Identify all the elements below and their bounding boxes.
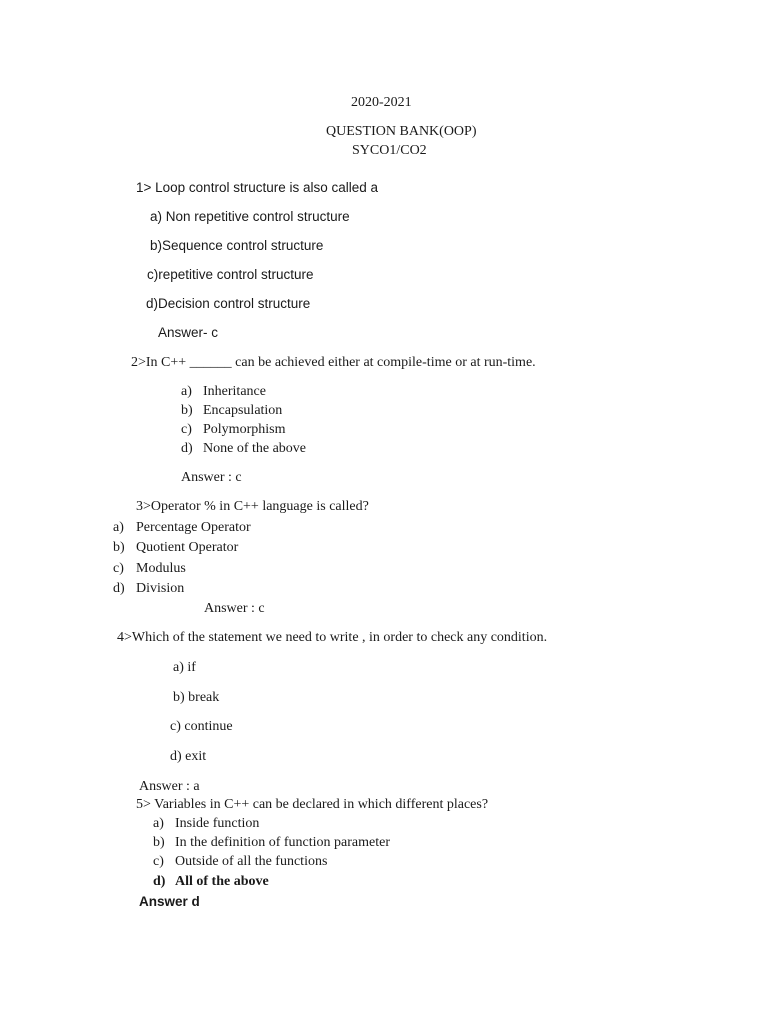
question-2-option-c: Polymorphism xyxy=(203,422,286,437)
question-5-option-b: In the definition of function parameter xyxy=(175,835,390,850)
question-2-option-a: Inheritance xyxy=(203,384,266,399)
question-3-label-c: c) xyxy=(113,561,124,576)
question-2-option-d: None of the above xyxy=(203,441,307,456)
question-4-option-a: a) if xyxy=(173,660,196,675)
question-4-option-c: c) continue xyxy=(170,719,233,734)
question-3-label-d: d) xyxy=(113,581,125,596)
question-1-option-b: b)Sequence control structure xyxy=(150,238,324,253)
question-3-option-c: Modulus xyxy=(136,561,186,576)
question-2-stem: 2>In C++ ______ can be achieved either at compile-time or at run-time. xyxy=(131,355,536,370)
question-1-answer: Answer- c xyxy=(158,325,219,340)
question-1-stem: 1> Loop control structure is also called a xyxy=(136,180,379,195)
question-5-label-c: c) xyxy=(153,854,164,869)
question-5-label-a: a) xyxy=(153,816,164,831)
question-1-option-d: d)Decision control structure xyxy=(146,296,311,311)
question-1-option-a: a) Non repetitive control structure xyxy=(150,209,350,224)
question-3-label-b: b) xyxy=(113,540,125,555)
question-4-option-b: b) break xyxy=(173,690,220,705)
question-4-option-d: d) exit xyxy=(170,749,207,764)
question-2-label-c: c) xyxy=(181,422,192,437)
academic-year: 2020-2021 xyxy=(351,95,412,110)
question-1-option-c: c)repetitive control structure xyxy=(147,267,314,282)
question-3-option-b: Quotient Operator xyxy=(136,540,239,555)
question-3-answer: Answer : c xyxy=(204,601,265,616)
document-title: QUESTION BANK(OOP) xyxy=(326,124,477,139)
question-4-stem: 4>Which of the statement we need to write , in order to check any condition. xyxy=(117,630,548,645)
question-3-option-a: Percentage Operator xyxy=(136,520,251,535)
question-4-answer: Answer : a xyxy=(139,779,200,794)
question-2-answer: Answer : c xyxy=(181,470,242,485)
question-2-option-b: Encapsulation xyxy=(203,403,283,418)
question-5-label-b: b) xyxy=(153,835,165,850)
question-5-label-d: d) xyxy=(153,874,166,889)
class-code: SYCO1/CO2 xyxy=(352,143,427,158)
question-3-label-a: a) xyxy=(113,520,124,535)
question-5-option-c: Outside of all the functions xyxy=(175,854,328,869)
question-3-option-d: Division xyxy=(136,581,185,596)
question-5-option-d: All of the above xyxy=(175,874,269,889)
question-5-stem: 5> Variables in C++ can be declared in which different places? xyxy=(136,797,489,812)
question-3-stem: 3>Operator % in C++ language is called? xyxy=(136,499,369,514)
question-2-label-d: d) xyxy=(181,441,193,456)
question-5-answer: Answer d xyxy=(139,894,200,909)
question-2-label-a: a) xyxy=(181,384,192,399)
question-2-label-b: b) xyxy=(181,403,193,418)
question-5-option-a: Inside function xyxy=(175,816,260,831)
